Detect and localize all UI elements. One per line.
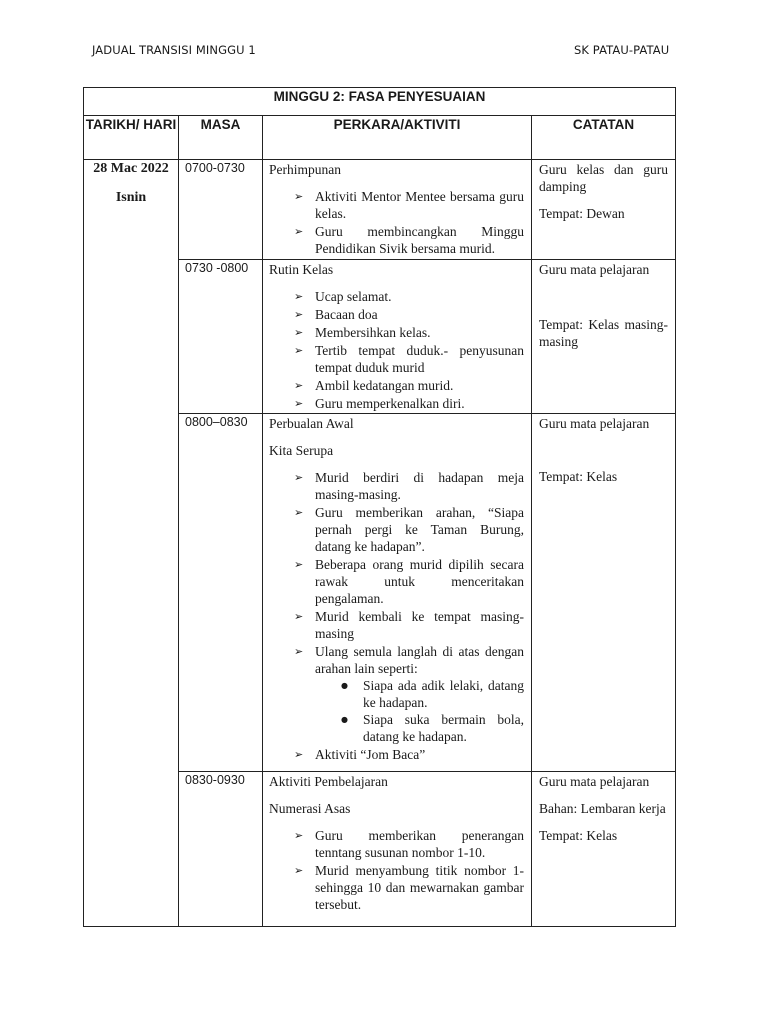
activity-subtitle: Kita Serupa	[269, 443, 334, 458]
activity-list	[269, 827, 524, 913]
activity-subtitle: Numerasi Asas	[269, 801, 351, 816]
list-item: ➢ Bacaan doa	[269, 306, 524, 323]
list-item: ➢ Guru membincangkan Minggu Pendidikan Sivik bersama murid.	[269, 223, 524, 257]
list-item: ➢ Ambil kedatangan murid.	[269, 377, 524, 394]
date-label: 28 Mac 2022	[93, 161, 169, 176]
note-text: Tempat: Kelas	[539, 828, 618, 843]
list-item: ➢ Ucap selamat.	[269, 288, 524, 305]
note-text: Tempat: Kelas	[539, 469, 618, 484]
activity-cell	[263, 160, 532, 260]
list-item-text: Ulang semula langlah di atas dengan arahan lain seperti:	[315, 644, 524, 676]
sub-list	[339, 677, 524, 745]
note-text: Guru mata pelajaran	[539, 416, 650, 431]
activity-cell	[263, 414, 532, 772]
notes-cell	[532, 414, 676, 772]
note-text: Tempat: Dewan	[539, 206, 625, 221]
table-row	[84, 160, 676, 260]
activity-list	[269, 469, 524, 763]
table-title: MINGGU 2: FASA PENYESUAIAN	[84, 88, 676, 116]
notes-cell	[532, 260, 676, 414]
activity-title: Perhimpunan	[269, 162, 341, 177]
list-item: ➢ Guru memberikan penerangan tenntang susunan nombor 1-10.	[269, 827, 524, 861]
note-text: Guru mata pelajaran	[539, 262, 650, 277]
list-item: ➢ Beberapa orang murid dipilih secara rawak untuk menceritakan pengalaman.	[269, 556, 524, 607]
notes-cell	[532, 160, 676, 260]
activity-cell	[263, 260, 532, 414]
column-header-notes: CATATAN	[532, 116, 676, 160]
list-item: ➢ Tertib tempat duduk.- penyusunan tempat duduk murid	[269, 342, 524, 376]
column-header-activity: PERKARA/AKTIVITI	[263, 116, 532, 160]
list-item: ➢ Aktiviti Mentor Mentee bersama guru kelas.	[269, 188, 524, 222]
list-item: ➢ Membersihkan kelas.	[269, 324, 524, 341]
list-item: ➢ Murid menyambung titik nombor 1- sehingga 10 dan mewarnakan gambar tersebut.	[269, 862, 524, 913]
activity-title: Aktiviti Pembelajaran	[269, 774, 388, 789]
sub-list-item: ● Siapa ada adik lelaki, datang ke hadapan.	[339, 677, 524, 711]
date-cell	[84, 160, 179, 927]
list-item: ➢ Murid berdiri di hadapan meja masing-masing.	[269, 469, 524, 503]
activity-list	[269, 188, 524, 257]
list-item: ➢ Guru memperkenalkan diri.	[269, 395, 524, 412]
list-item: ➢ Aktiviti “Jom Baca”	[269, 746, 524, 763]
list-item: ➢ Murid kembali ke tempat masing-masing	[269, 608, 524, 642]
time-cell: 0700-0730	[179, 160, 263, 260]
list-item: ➢ Guru memberikan arahan, “Siapa pernah pergi ke Taman Burung, datang ke hadapan”.	[269, 504, 524, 555]
page-header-title: JADUAL TRANSISI MINGGU 1	[92, 43, 256, 57]
sub-list-item: ● Siapa suka bermain bola, datang ke hadapan.	[339, 711, 524, 745]
note-text: Bahan: Lembaran kerja	[539, 801, 666, 816]
column-header-time: MASA	[179, 116, 263, 160]
time-cell: 0730 -0800	[179, 260, 263, 414]
activity-title: Rutin Kelas	[269, 262, 334, 277]
column-header-date: TARIKH/ HARI	[84, 116, 179, 160]
activity-list	[269, 288, 524, 412]
note-text: Tempat: Kelas masing-masing	[539, 317, 669, 349]
notes-cell	[532, 772, 676, 927]
day-label: Isnin	[115, 190, 147, 205]
activity-cell	[263, 772, 532, 927]
time-cell: 0830-0930	[179, 772, 263, 927]
note-text: Guru kelas dan guru damping	[539, 162, 669, 194]
note-text: Guru mata pelajaran	[539, 774, 650, 789]
time-cell: 0800–0830	[179, 414, 263, 772]
activity-title: Perbualan Awal	[269, 416, 354, 431]
list-item	[269, 643, 524, 745]
page-header-school: SK PATAU-PATAU	[574, 43, 670, 57]
schedule-table	[83, 87, 676, 927]
